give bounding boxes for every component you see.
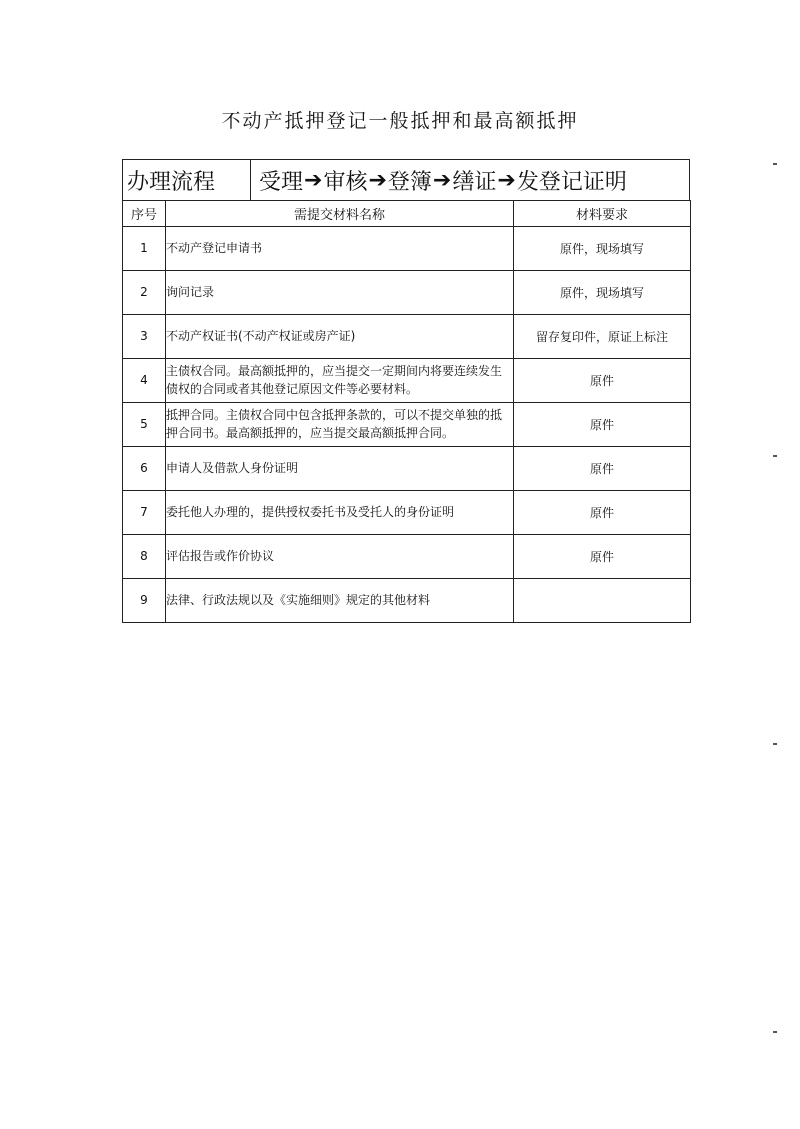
header-num: 序号	[123, 200, 166, 226]
arrow-right-icon: ➔	[432, 167, 452, 193]
process-flow-row	[122, 159, 690, 201]
flow-step: 缮证	[452, 169, 497, 195]
flow-step: 发登记证明	[516, 169, 627, 195]
process-flow-steps	[251, 160, 689, 200]
table-row	[123, 314, 691, 358]
material-requirement: 原件	[514, 490, 691, 534]
process-flow-label: 办理流程	[123, 160, 251, 200]
row-number: 5	[123, 402, 166, 446]
table-row	[123, 446, 691, 490]
header-requirement: 材料要求	[514, 200, 691, 226]
table-row	[123, 358, 691, 402]
material-name: 法律、行政法规以及《实施细则》规定的其他材料	[166, 578, 514, 622]
flow-step: 审核	[323, 169, 368, 195]
material-requirement: 留存复印件，原证上标注	[514, 314, 691, 358]
row-number: 6	[123, 446, 166, 490]
material-requirement: 原件	[514, 402, 691, 446]
flow-step: 受理	[259, 169, 304, 195]
material-name: 不动产权证书(不动产权证或房产证)	[166, 314, 514, 358]
row-number: 3	[123, 314, 166, 358]
material-name: 委托他人办理的，提供授权委托书及受托人的身份证明	[166, 490, 514, 534]
row-number: 1	[123, 226, 166, 270]
table-row	[123, 578, 691, 622]
arrow-right-icon: ➔	[368, 167, 387, 193]
material-requirement	[514, 578, 691, 622]
table-row	[123, 226, 691, 270]
material-name: 抵押合同。主债权合同中包含抵押条款的，可以不提交单独的抵押合同书。最高额抵押的，应当提交最高额抵押合同。	[166, 402, 514, 446]
scan-margin-mark	[773, 163, 777, 165]
material-requirement: 原件	[514, 358, 691, 402]
row-number: 9	[123, 578, 166, 622]
material-requirement: 原件	[514, 446, 691, 490]
document-title: 不动产抵押登记一般抵押和最高额抵押	[221, 110, 579, 132]
table-row	[123, 534, 691, 578]
header-name: 需提交材料名称	[166, 200, 514, 226]
table-row	[123, 490, 691, 534]
row-number: 8	[123, 534, 166, 578]
material-name: 申请人及借款人身份证明	[166, 446, 514, 490]
material-name: 询问记录	[166, 270, 514, 314]
table-row	[123, 270, 691, 314]
material-name: 不动产登记申请书	[166, 226, 514, 270]
row-number: 4	[123, 358, 166, 402]
materials-table	[122, 200, 691, 623]
scan-margin-mark	[773, 1031, 777, 1033]
arrow-right-icon: ➔	[497, 167, 516, 193]
material-name: 评估报告或作价协议	[166, 534, 514, 578]
material-requirement: 原件，现场填写	[514, 226, 691, 270]
row-number: 7	[123, 490, 166, 534]
material-requirement: 原件，现场填写	[514, 270, 691, 314]
flow-step: 登簿	[387, 169, 432, 195]
material-requirement: 原件	[514, 534, 691, 578]
scan-margin-mark	[773, 455, 777, 457]
requirements-sheet	[122, 159, 690, 623]
table-header-row	[123, 200, 691, 226]
material-name: 主债权合同。最高额抵押的，应当提交一定期间内将要连续发生债权的合同或者其他登记原因文件等必要材料。	[166, 358, 514, 402]
arrow-right-icon: ➔	[304, 167, 323, 193]
table-row	[123, 402, 691, 446]
row-number: 2	[123, 270, 166, 314]
scan-margin-mark	[773, 743, 777, 745]
